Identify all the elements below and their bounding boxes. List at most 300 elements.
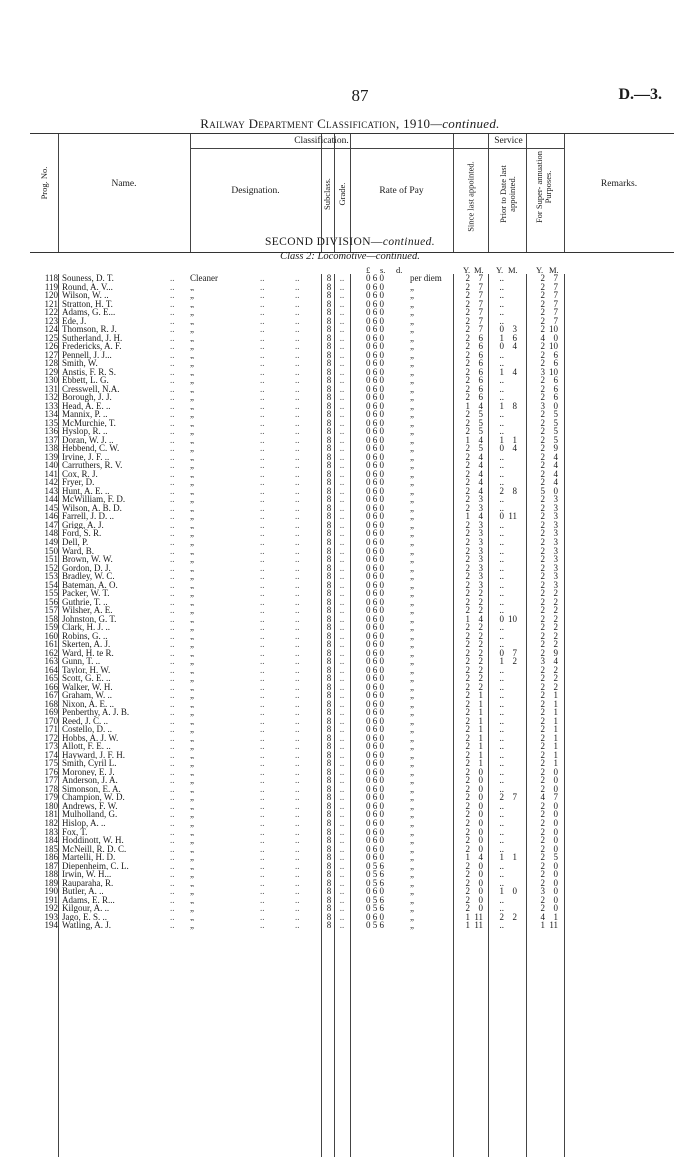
leader-dots: .. <box>295 843 300 854</box>
super-months: 0 <box>553 766 558 777</box>
rate-of-pay: 0 6 0 <box>366 315 384 326</box>
table-row <box>30 896 674 905</box>
employee-name: Smith, Cyril L. <box>62 759 117 768</box>
super-months: 0 <box>553 809 558 820</box>
pay-period: „ <box>410 809 414 820</box>
rate-of-pay: 0 6 0 <box>366 341 384 352</box>
employee-name: Rauparaha, R. <box>62 878 114 888</box>
pay-period: „ <box>410 383 414 394</box>
since-last-years: 2 <box>465 622 470 633</box>
subclass: 8 <box>326 273 332 283</box>
designation: „ <box>190 904 194 913</box>
since-last-months: 3 <box>478 528 483 539</box>
rate-of-pay: 0 6 0 <box>366 426 384 437</box>
pay-period: „ <box>410 315 414 326</box>
designation: „ <box>190 512 194 521</box>
leader-dots: .. <box>339 869 345 880</box>
since-last-months: 0 <box>478 835 483 846</box>
table-row <box>30 325 674 334</box>
super-years: 2 <box>540 681 545 692</box>
leader-dots: .. <box>170 366 175 377</box>
unit-years-since: Y. <box>463 265 471 275</box>
prior-years: .. <box>499 554 504 565</box>
prior-years: .. <box>499 843 504 854</box>
since-last-years: 2 <box>465 307 470 318</box>
leader-dots: .. <box>339 290 345 301</box>
leader-dots: .. <box>295 749 300 760</box>
prior-years: .. <box>499 664 504 675</box>
rate-of-pay: 0 6 0 <box>366 579 384 590</box>
designation: „ <box>190 435 194 445</box>
since-last-months: 2 <box>478 673 483 684</box>
table-row <box>30 657 674 666</box>
super-months: 3 <box>553 511 558 522</box>
subclass: 8 <box>326 409 332 420</box>
since-last-months: 0 <box>478 800 483 811</box>
prior-years: .. <box>499 809 504 820</box>
employee-name: Packer, W. T. <box>62 589 110 598</box>
leader-dots: .. <box>170 358 175 369</box>
table-row <box>30 385 674 394</box>
rate-of-pay: 0 6 0 <box>366 477 384 488</box>
super-months: 2 <box>553 664 558 675</box>
employee-name: Ebbett, L. G. <box>62 376 109 385</box>
prog-no: 180 <box>44 800 58 811</box>
designation: „ <box>190 452 194 462</box>
rate-of-pay: 0 6 0 <box>366 571 384 582</box>
leader-dots: .. <box>295 852 300 863</box>
subclass: 8 <box>326 426 332 437</box>
employee-name: Souness, D. T. <box>62 274 114 283</box>
employee-name: Reed, J. C. .. <box>62 716 108 726</box>
employee-name: Diepenheim, C. L. <box>62 861 129 871</box>
prog-no: 130 <box>44 375 58 386</box>
leader-dots: .. <box>260 749 265 760</box>
designation: „ <box>190 520 194 530</box>
leader-dots: .. <box>339 392 345 403</box>
prior-years: .. <box>499 741 504 752</box>
prior-years: 1 <box>499 656 504 667</box>
employee-name: Taylor, H. W. <box>62 665 111 675</box>
rate-of-pay: 0 6 0 <box>366 809 384 820</box>
leader-dots: .. <box>295 792 300 803</box>
leader-dots: .. <box>260 332 265 343</box>
leader-dots: .. <box>339 562 345 573</box>
leader-dots: .. <box>170 920 175 931</box>
designation: „ <box>190 418 194 428</box>
super-months: 0 <box>553 775 558 786</box>
pay-period: „ <box>410 290 414 301</box>
super-years: 2 <box>540 477 545 488</box>
leader-dots: .. <box>170 562 175 573</box>
super-months: 1 <box>553 732 558 743</box>
rate-of-pay: 0 6 0 <box>366 375 384 386</box>
leader-dots: .. <box>170 392 175 403</box>
designation: „ <box>190 606 194 615</box>
prior-years: .. <box>499 894 504 905</box>
table-row <box>30 283 674 292</box>
super-months: 1 <box>553 749 558 760</box>
subclass: 8 <box>326 869 332 880</box>
rate-of-pay: 0 6 0 <box>366 639 384 650</box>
subclass: 8 <box>326 613 332 624</box>
super-years: 2 <box>540 409 545 420</box>
prior-years: .. <box>499 690 504 701</box>
super-years: 2 <box>540 664 545 675</box>
subclass: 8 <box>326 920 332 931</box>
header-remarks: Remarks. <box>600 179 638 189</box>
subclass: 8 <box>326 494 332 505</box>
table-row <box>30 308 674 317</box>
leader-dots: .. <box>295 502 300 513</box>
prog-no: 145 <box>44 502 58 513</box>
super-months: 3 <box>553 579 558 590</box>
prog-no: 136 <box>44 426 58 437</box>
super-months: 3 <box>553 494 558 505</box>
rate-of-pay: 0 6 0 <box>366 775 384 786</box>
pay-period: „ <box>410 681 414 692</box>
leader-dots: .. <box>260 426 265 437</box>
pay-period: „ <box>410 877 414 888</box>
leader-dots: .. <box>295 605 300 616</box>
employee-name: Robins, G. .. <box>62 631 108 641</box>
rate-of-pay: 0 6 0 <box>366 502 384 513</box>
since-last-years: 2 <box>465 826 470 837</box>
leader-dots: .. <box>295 332 300 343</box>
prior-years: 0 <box>499 443 504 454</box>
prior-years: .. <box>499 588 504 599</box>
table-row <box>30 368 674 377</box>
pay-period: „ <box>410 571 414 582</box>
leader-dots: .. <box>170 375 175 386</box>
prior-years: .. <box>499 707 504 718</box>
leader-dots: .. <box>339 877 345 888</box>
leader-dots: .. <box>260 460 265 471</box>
super-years: 2 <box>540 698 545 709</box>
super-years: 2 <box>540 741 545 752</box>
since-last-years: 2 <box>465 843 470 854</box>
prog-no: 149 <box>44 536 58 547</box>
leader-dots: .. <box>339 366 345 377</box>
super-months: 2 <box>553 681 558 692</box>
leader-dots: .. <box>339 903 345 914</box>
pay-period: „ <box>410 647 414 658</box>
subclass: 8 <box>326 290 332 301</box>
pay-period: „ <box>410 460 414 471</box>
leader-dots: .. <box>170 664 175 675</box>
prior-years: .. <box>499 920 504 931</box>
super-years: 2 <box>540 903 545 914</box>
subclass: 8 <box>326 843 332 854</box>
prog-no: 138 <box>44 443 58 454</box>
leader-dots: .. <box>260 613 265 624</box>
since-last-years: 2 <box>465 741 470 752</box>
employee-name: Irvine, J. F. .. <box>62 452 110 462</box>
leader-dots: .. <box>260 554 265 565</box>
prior-years: .. <box>499 715 504 726</box>
pay-period: „ <box>410 826 414 837</box>
employee-name: McMurchie, T. <box>62 418 116 428</box>
employee-name: Cresswell, N.A. <box>62 384 120 394</box>
subclass: 8 <box>326 502 332 513</box>
since-last-years: 2 <box>465 690 470 701</box>
leader-dots: .. <box>339 349 345 360</box>
designation: „ <box>190 699 194 709</box>
leader-dots: .. <box>170 579 175 590</box>
since-last-months: 6 <box>478 349 483 360</box>
employee-name: Pennell, J. J... <box>62 350 112 360</box>
subclass: 8 <box>326 656 332 667</box>
subclass: 8 <box>326 707 332 718</box>
subclass: 8 <box>326 630 332 641</box>
leader-dots: .. <box>339 554 345 565</box>
since-last-months: 0 <box>478 860 483 871</box>
employee-name: Smith, W. <box>62 359 98 368</box>
rate-of-pay: 0 6 0 <box>366 707 384 718</box>
unit-years-super: Y. <box>536 265 544 275</box>
table-row <box>30 478 674 487</box>
prior-years: .. <box>499 622 504 633</box>
rate-of-pay: 0 6 0 <box>366 673 384 684</box>
rate-of-pay: 0 5 6 <box>366 903 384 914</box>
leader-dots: .. <box>339 571 345 582</box>
super-years: 2 <box>540 451 545 462</box>
super-years: 2 <box>540 554 545 565</box>
pay-period: „ <box>410 528 414 539</box>
prior-years: .. <box>499 502 504 513</box>
since-last-years: 2 <box>465 315 470 326</box>
employee-name: Hebbend, C. W. <box>62 444 120 453</box>
super-years: 2 <box>540 826 545 837</box>
super-years: 2 <box>540 588 545 599</box>
prior-years: .. <box>499 749 504 760</box>
super-months: 7 <box>553 281 558 292</box>
designation: „ <box>190 461 194 470</box>
rate-of-pay: 0 6 0 <box>366 664 384 675</box>
leader-dots: .. <box>339 775 345 786</box>
super-months: 2 <box>553 673 558 684</box>
designation: „ <box>190 836 194 845</box>
leader-dots: .. <box>260 894 265 905</box>
pay-period: „ <box>410 630 414 641</box>
leader-dots: .. <box>170 596 175 607</box>
leader-dots: .. <box>170 639 175 650</box>
prog-no: 165 <box>44 673 58 684</box>
prog-no: 156 <box>44 596 58 607</box>
super-years: 2 <box>540 315 545 326</box>
prior-years: 0 <box>499 647 504 658</box>
table-row <box>30 785 674 794</box>
pay-period: „ <box>410 741 414 752</box>
prog-no: 144 <box>44 494 58 505</box>
table-row <box>30 410 674 419</box>
super-months: 5 <box>553 434 558 445</box>
prog-no: 184 <box>44 835 58 846</box>
since-last-months: 1 <box>478 758 483 769</box>
since-last-months: 3 <box>478 562 483 573</box>
leader-dots: .. <box>260 392 265 403</box>
since-last-months: 6 <box>478 332 483 343</box>
employee-name: Sutherland, J. H. <box>62 333 123 343</box>
designation: „ <box>190 810 194 819</box>
prog-no: 153 <box>44 571 58 582</box>
leader-dots: .. <box>260 383 265 394</box>
prog-no: 151 <box>44 554 58 565</box>
pay-period: „ <box>410 375 414 386</box>
leader-dots: .. <box>260 562 265 573</box>
since-last-years: 2 <box>465 724 470 735</box>
rate-of-pay: 0 6 0 <box>366 766 384 777</box>
table-row <box>30 887 674 896</box>
leader-dots: .. <box>295 732 300 743</box>
leader-dots: .. <box>170 519 175 530</box>
super-years: 2 <box>540 852 545 863</box>
prior-years: .. <box>499 877 504 888</box>
pay-period: „ <box>410 324 414 335</box>
designation: „ <box>190 631 194 641</box>
prior-months: 2 <box>512 656 517 667</box>
designation: „ <box>190 359 194 368</box>
super-years: 2 <box>540 647 545 658</box>
designation: „ <box>190 665 194 675</box>
super-months: 5 <box>553 417 558 428</box>
leader-dots: .. <box>339 298 345 309</box>
leader-dots: .. <box>170 545 175 556</box>
leader-dots: .. <box>295 588 300 599</box>
prog-no: 154 <box>44 579 58 590</box>
super-months: 0 <box>553 835 558 846</box>
rate-of-pay: 0 6 0 <box>366 749 384 760</box>
super-years: 2 <box>540 783 545 794</box>
designation: „ <box>190 572 194 581</box>
rate-of-pay: 0 6 0 <box>366 690 384 701</box>
designation: „ <box>190 325 194 334</box>
prog-no: 155 <box>44 588 58 599</box>
since-last-months: 4 <box>478 852 483 863</box>
leader-dots: .. <box>295 451 300 462</box>
since-last-years: 2 <box>465 835 470 846</box>
table-row <box>30 334 674 343</box>
prog-no: 158 <box>44 613 58 624</box>
rate-of-pay: 0 6 0 <box>366 826 384 837</box>
table-row <box>30 819 674 828</box>
since-last-years: 2 <box>465 605 470 616</box>
super-months: 4 <box>553 460 558 471</box>
table-row <box>30 879 674 888</box>
super-months: 1 <box>553 698 558 709</box>
table-row <box>30 300 674 309</box>
since-last-months: 4 <box>478 400 483 411</box>
super-months: 1 <box>553 707 558 718</box>
leader-dots: .. <box>170 886 175 897</box>
rate-of-pay: 0 6 0 <box>366 681 384 692</box>
since-last-years: 2 <box>465 800 470 811</box>
subclass: 8 <box>326 349 332 360</box>
unit-shilling: s. <box>380 265 386 275</box>
subclass: 8 <box>326 724 332 735</box>
prior-years: .. <box>499 290 504 301</box>
rate-of-pay: 0 6 0 <box>366 485 384 496</box>
rate-of-pay: 0 6 0 <box>366 298 384 309</box>
super-months: 2 <box>553 630 558 641</box>
rate-of-pay: 0 6 0 <box>366 886 384 897</box>
prior-years: .. <box>499 800 504 811</box>
subclass: 8 <box>326 596 332 607</box>
super-months: 2 <box>553 605 558 616</box>
leader-dots: .. <box>170 809 175 820</box>
leader-dots: .. <box>295 920 300 931</box>
leader-dots: .. <box>260 307 265 318</box>
prior-years: .. <box>499 358 504 369</box>
since-last-years: 2 <box>465 324 470 335</box>
subclass: 8 <box>326 545 332 556</box>
super-years: 2 <box>540 571 545 582</box>
super-years: 2 <box>540 758 545 769</box>
leader-dots: .. <box>339 281 345 292</box>
super-months: 2 <box>553 639 558 650</box>
since-last-months: 2 <box>478 639 483 650</box>
employee-name: Fredericks, A. F. <box>62 342 122 351</box>
table-row <box>30 802 674 811</box>
leader-dots: .. <box>260 511 265 522</box>
leader-dots: .. <box>295 392 300 403</box>
employee-name: Nixon, A. E. .. <box>62 699 115 709</box>
since-last-months: 6 <box>478 375 483 386</box>
employee-name: Moroney, E. J. <box>62 767 115 777</box>
leader-dots: .. <box>170 622 175 633</box>
leader-dots: .. <box>170 528 175 539</box>
since-last-months: 4 <box>478 613 483 624</box>
leader-dots: .. <box>260 852 265 863</box>
prog-no: 163 <box>44 656 58 667</box>
designation: „ <box>190 589 194 598</box>
leader-dots: .. <box>260 281 265 292</box>
leader-dots: .. <box>295 494 300 505</box>
subclass: 8 <box>326 485 332 496</box>
super-months: 7 <box>553 290 558 301</box>
leader-dots: .. <box>295 800 300 811</box>
since-last-years: 2 <box>465 758 470 769</box>
super-months: 1 <box>553 724 558 735</box>
rate-of-pay: 0 6 0 <box>366 758 384 769</box>
prior-years: .. <box>499 460 504 471</box>
prog-no: 132 <box>44 392 58 403</box>
super-months: 0 <box>553 783 558 794</box>
since-last-years: 1 <box>465 613 470 624</box>
subclass: 8 <box>326 366 332 377</box>
leader-dots: .. <box>339 605 345 616</box>
since-last-years: 2 <box>465 775 470 786</box>
employee-name: Jago, E. S. .. <box>62 912 107 922</box>
super-months: 10 <box>549 341 558 352</box>
leader-dots: .. <box>170 630 175 641</box>
pay-period: „ <box>410 511 414 522</box>
leader-dots: .. <box>339 911 345 922</box>
leader-dots: .. <box>295 698 300 709</box>
super-years: 2 <box>540 273 545 283</box>
leader-dots: .. <box>260 656 265 667</box>
super-years: 2 <box>540 307 545 318</box>
leader-dots: .. <box>260 451 265 462</box>
subclass: 8 <box>326 732 332 743</box>
designation: „ <box>190 350 194 360</box>
pay-period: „ <box>410 843 414 854</box>
designation: „ <box>190 742 194 751</box>
pay-period: „ <box>410 536 414 547</box>
leader-dots: .. <box>339 536 345 547</box>
since-last-months: 6 <box>478 383 483 394</box>
designation: „ <box>190 384 194 394</box>
